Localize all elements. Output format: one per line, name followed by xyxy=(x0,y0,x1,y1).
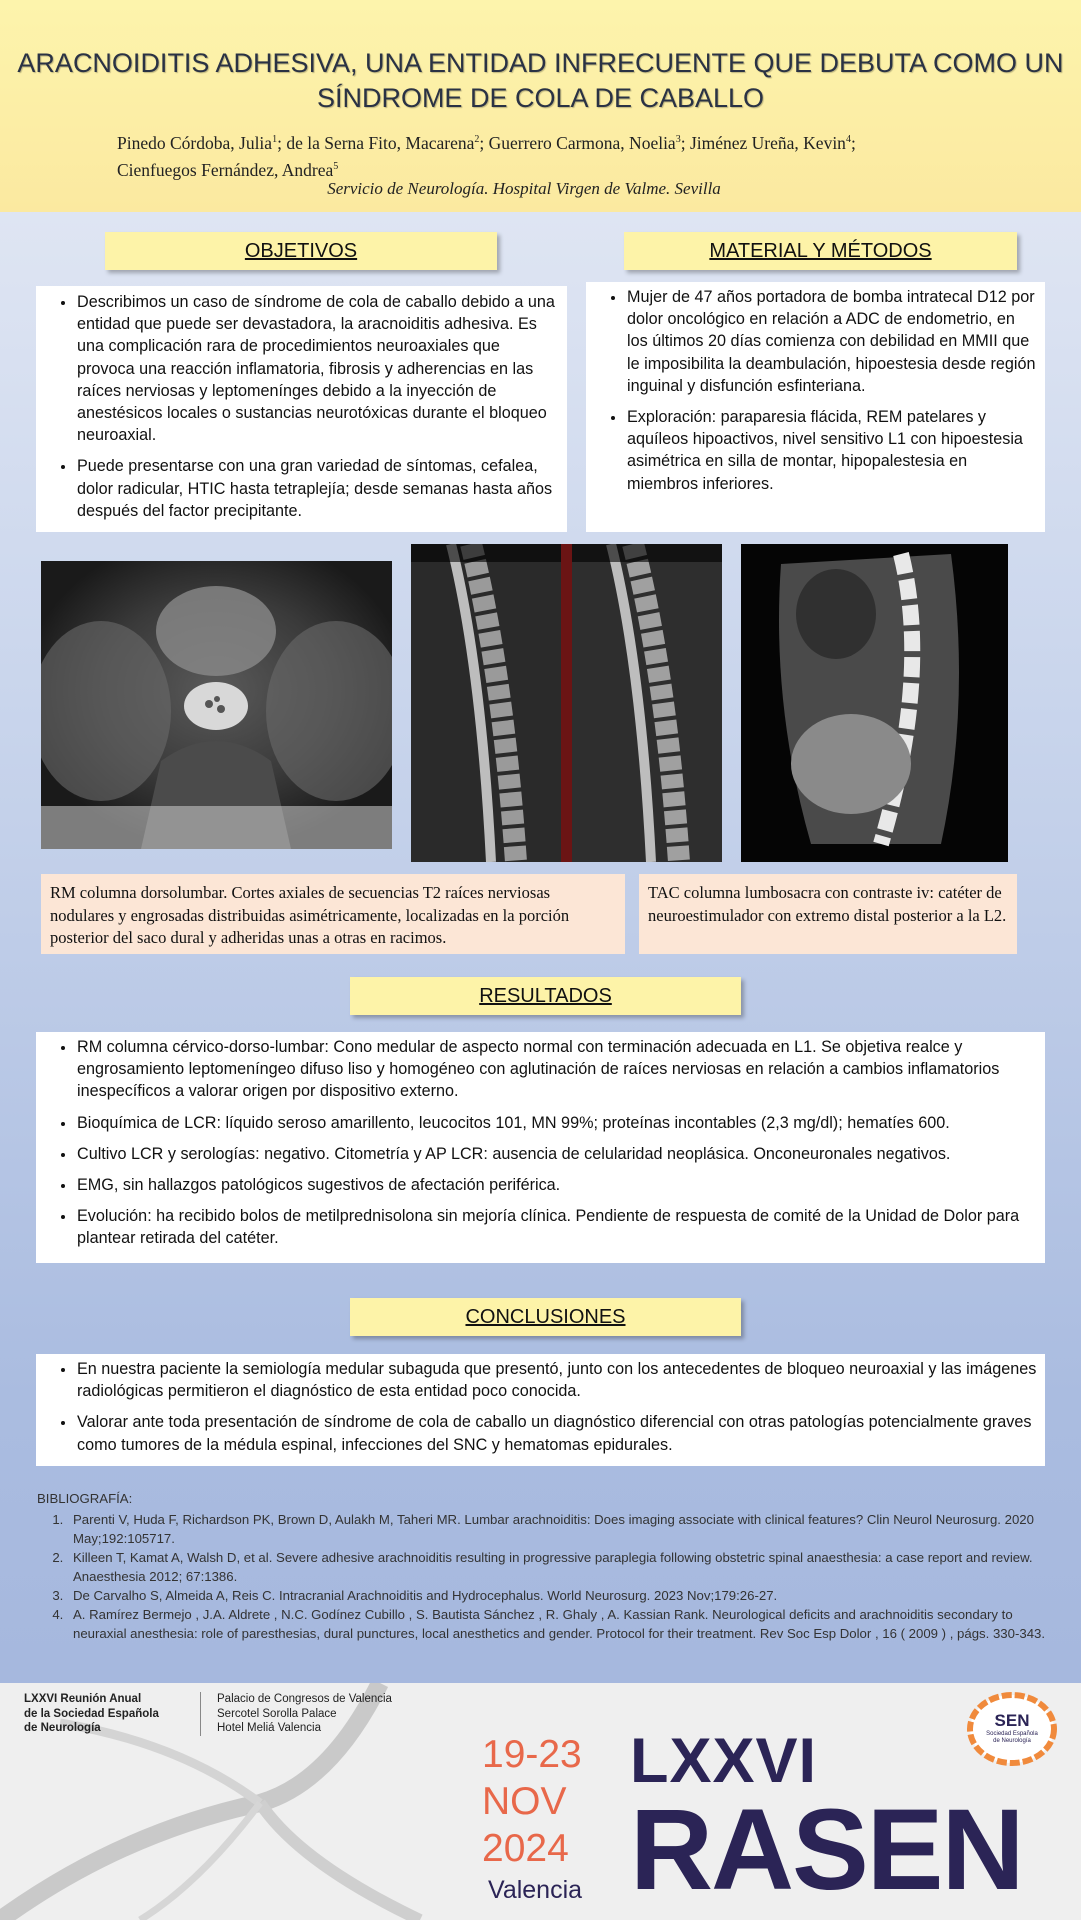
date-month: NOV xyxy=(482,1780,567,1823)
author-affiliation-mark: 1 xyxy=(272,134,278,145)
organizer-line: de la Sociedad Española xyxy=(24,1707,159,1720)
edition-number: LXXVI xyxy=(630,1726,818,1796)
date-year: 2024 xyxy=(482,1827,569,1870)
list-item: • Bioquímica de LCR: líquido seroso amarillento, leucocitos 101, MN 99%; proteínas incontables (2,3 mg/dl); hematíes 600. xyxy=(76,1112,1037,1134)
title-line-2: SÍNDROME DE COLA DE CABALLO xyxy=(316,83,765,113)
mri-axial-drawing xyxy=(41,561,392,849)
ct-sagittal-drawing xyxy=(741,544,1008,862)
organizer-name xyxy=(24,1692,159,1736)
author-separator: ; xyxy=(680,132,690,153)
list-item: • Mujer de 47 años portadora de bomba intratecal D12 por dolor oncológico en relación a ADC de endometrio, en los últimos 20 días comienza con debilidad en MMII que le imposibilita la deambulación, hipoestesia desde región inguinal y disfunción esfinteriana. xyxy=(626,286,1037,397)
metodos-box xyxy=(586,282,1045,532)
author-affiliation-mark: 3 xyxy=(675,134,681,145)
bibliography-heading: BIBLIOGRAFÍA: xyxy=(37,1491,133,1506)
list-item: • Exploración: paraparesia flácida, REM patelares y aquíleos hipoactivos, nivel sensitivo L1 con hipoestesia asimétrica en silla de montar, hipopalestesia en miembros inferiores. xyxy=(626,406,1037,495)
author-separator: ; xyxy=(277,132,287,153)
list-item: • Evolución: ha recibido bolos de metilprednisolona sin mejoría clínica. Pendiente de respuesta de comité de la Unidad de Dolor para plantear retirada del catéter. xyxy=(76,1205,1037,1249)
author: de la Serna Fito, Macarena xyxy=(286,132,475,153)
author: Pinedo Córdoba, Julia xyxy=(117,132,273,153)
list-item: • Cultivo LCR y serologías: negativo. Citometría y AP LCR: ausencia de celularidad neoplásica. Onconeuronales negativos. xyxy=(76,1143,1037,1165)
venue-line: Hotel Meliá Valencia xyxy=(217,1722,321,1734)
list-item: • RM columna cérvico-dorso-lumbar: Cono medular de aspecto normal con terminación adecuada en L1. Se objetiva realce y engrosamiento leptomeníngeo difuso liso y homogéneo con aglutinación de raíces nerviosas en relación a cambios inflamatorios inespecíficos a valorar origen por dispositivo externo. xyxy=(76,1036,1037,1103)
logo-subtitle-line: Sociedad Española xyxy=(986,1731,1038,1737)
author-affiliation-mark: 4 xyxy=(845,134,851,145)
logo-subtitle-line: de Neurología xyxy=(993,1738,1031,1744)
logo-text: SEN xyxy=(994,1711,1030,1730)
mri-caption: RM columna dorsolumbar. Cortes axiales de secuencias T2 raíces nerviosas nodulares y engrosadas distribuidas asimétricamente, localizadas en la porción posterior del saco dural y adheridas unas a otras en racimos. xyxy=(41,874,625,954)
venue-line: Sercotel Sorolla Palace xyxy=(217,1707,337,1720)
reference-item: 4. A. Ramírez Bermejo , J.A. Aldrete , N.C. Godínez Cubillo , S. Bautista Sánchez , R. Ghaly , A. Kassian Rank. Neurological deficits and arachnoiditis secondary to neuraxial anesthesia: role of paresthesias, dural punctures, local anesthetics and gender. Protocol for their treatment. Rev Soc Esp Dolor , 16 ( 2009 ) , págs. 330-343. xyxy=(67,1605,1047,1643)
list-item: • En nuestra paciente la semiología medular subaguda que presentó, junto con los antecedentes de bloqueo neuroaxial y las imágenes radiológicas permitieron el diagnóstico de esta entidad poco conocida. xyxy=(76,1358,1037,1402)
reference-item: 2. Killeen T, Kamat A, Walsh D, et al. Severe adhesive arachnoiditis resulting in progressive paraplegia following obstetric spinal anaesthesia: a case report and review. Anaesthesia 2012; 67:1386. xyxy=(67,1548,1047,1586)
organizer-line: LXXVI Reunión Anual xyxy=(24,1693,142,1705)
reference-item: 1. Parenti V, Huda F, Richardson PK, Brown D, Aulakh M, Taheri MR. Lumbar arachnoiditis: Does imaging associate with clinical features? Clin Neurol Neurosurg. 2020 May;192:105717. xyxy=(67,1510,1047,1548)
resultados-box xyxy=(36,1032,1045,1263)
author-affiliation-mark: 5 xyxy=(333,160,339,172)
list-item: • Describimos un caso de síndrome de cola de caballo debido a una entidad que puede ser devastadora, la aracnoiditis adhesiva. Es una complicación rara de procedimientos neuroaxiales que provoca una reacción inflamatoria, fibrosis y adherencias en las raíces nerviosas y leptomenínges debido a la inyección de anestésicos locales o sustancias neurotóxicas durante el bloqueo neuroaxial. xyxy=(76,291,559,446)
mri-axial-image xyxy=(41,561,392,849)
date-range: 19-23 xyxy=(482,1733,582,1776)
venue-line: Palacio de Congresos de Valencia xyxy=(217,1693,392,1705)
author-separator: ; xyxy=(850,132,856,153)
list-item: • EMG, sin hallazgos patológicos sugestivos de afectación periférica. xyxy=(76,1174,1037,1196)
mri-sagittal-drawing xyxy=(411,544,722,862)
congress-footer xyxy=(0,1683,1081,1920)
affiliation: Servicio de Neurología. Hospital Virgen de Valme. Sevilla xyxy=(327,179,721,198)
author: Cienfuegos Fernández, Andrea xyxy=(117,159,334,180)
organizer-line: de Neurología xyxy=(24,1722,101,1734)
mri-sagittal-images xyxy=(411,544,722,862)
objetivos-box xyxy=(36,286,567,532)
ct-sagittal-image xyxy=(741,544,1008,862)
author: Jiménez Ureña, Kevin xyxy=(689,132,846,153)
list-item: • Valorar ante toda presentación de síndrome de cola de caballo un diagnóstico diferencial con otras patologías potencialmente graves como tumores de la médula espinal, infecciones del SNC y hematomas epidurales. xyxy=(76,1411,1037,1455)
resultados-heading: RESULTADOS xyxy=(350,977,741,1015)
metodos-heading: MATERIAL Y MÉTODOS xyxy=(624,232,1017,270)
author-list xyxy=(117,128,997,182)
event-name: RASEN xyxy=(630,1786,1023,1914)
author-affiliation-mark: 2 xyxy=(474,134,480,145)
author-separator: ; xyxy=(479,132,489,153)
ct-caption: TAC columna lumbosacra con contraste iv: catéter de neuroestimulador con extremo distal posterior a la L2. xyxy=(639,874,1017,954)
logo-subtitle xyxy=(964,1731,1060,1745)
poster-title xyxy=(10,46,1071,116)
title-line-1: ARACNOIDITIS ADHESIVA, UNA ENTIDAD INFRECUENTE QUE DEBUTA COMO UN xyxy=(17,48,1064,78)
conclusiones-box xyxy=(36,1354,1045,1466)
reference-item: 3. De Carvalho S, Almeida A, Reis C. Intracranial Arachnoiditis and Hydrocephalus. World Neurosurg. 2023 Nov;179:26-27. xyxy=(67,1586,1047,1605)
author: Guerrero Carmona, Noelia xyxy=(488,132,676,153)
list-item: • Puede presentarse con una gran variedad de síntomas, cefalea, dolor radicular, HTIC hasta tetraplejía; desde semanas hasta años después del factor precipitante. xyxy=(76,455,559,522)
objetivos-heading: OBJETIVOS xyxy=(105,232,497,270)
conclusiones-heading: CONCLUSIONES xyxy=(350,1298,741,1336)
sen-logo xyxy=(964,1689,1060,1769)
bibliography xyxy=(37,1489,1047,1643)
venue-list xyxy=(200,1692,392,1736)
congress-city: Valencia xyxy=(488,1876,583,1904)
congress-dates xyxy=(482,1731,582,1872)
